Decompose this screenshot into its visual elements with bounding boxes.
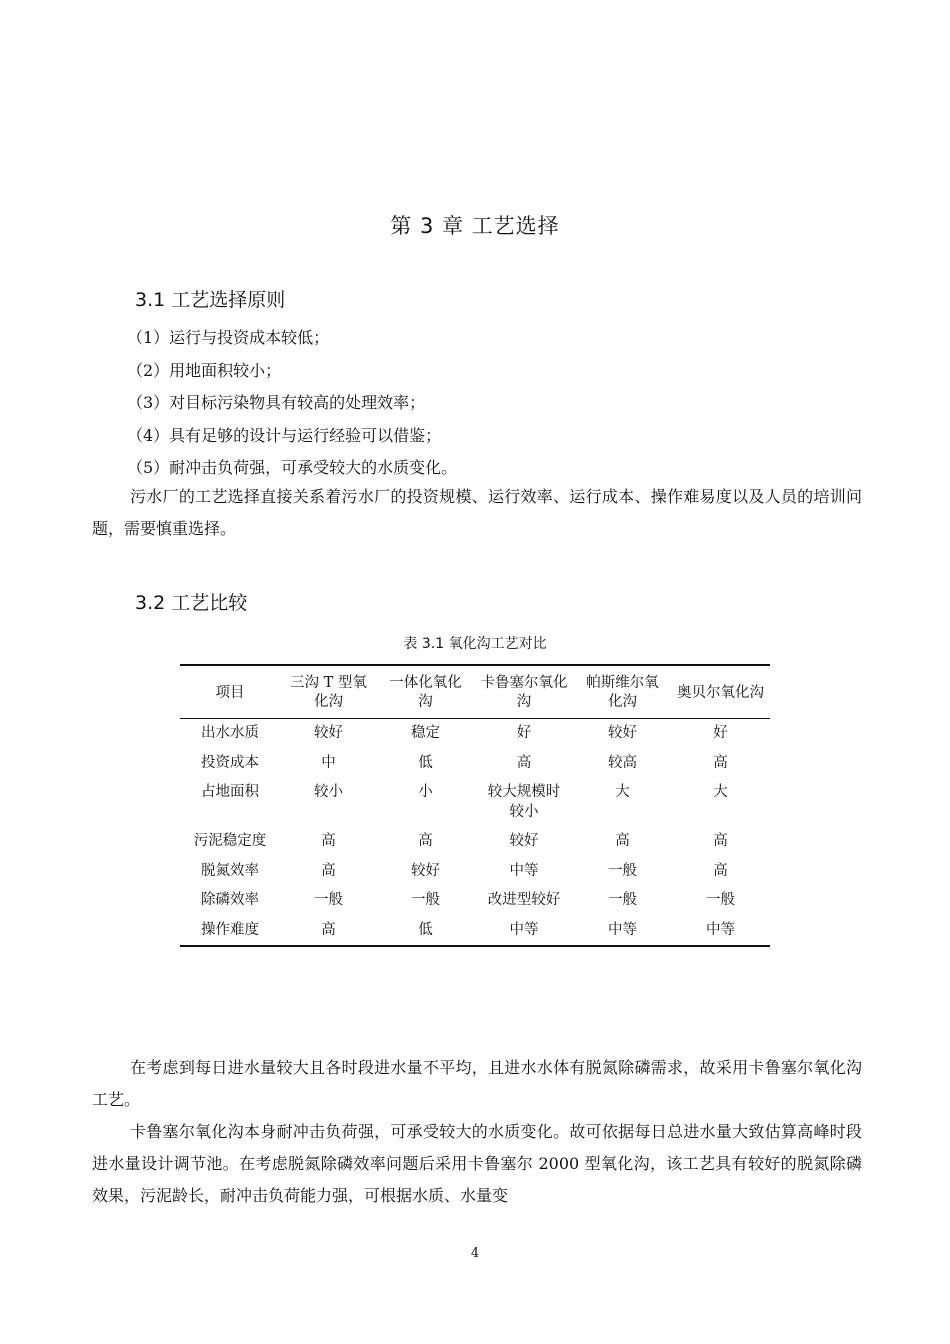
principle-item: （1）运行与投资成本较低；: [127, 328, 330, 347]
carrousel-paragraph: 卡鲁塞尔氧化沟本身耐冲击负荷强，可承受较大的水质变化。故可依据每日总进水量大致估算高峰时段进水量设计调节池。在考虑脱氮除磷效率问题后采用卡鲁塞尔 2000 型氧化沟，该工艺具有较好的脱氮除磷效果，污泥龄长，耐冲击负荷能力强，可根据水质、水量变: [92, 1122, 862, 1205]
table-cell: 一般: [608, 862, 637, 879]
table-cell: 小: [418, 784, 433, 800]
conclusion-paragraph: 在考虑到每日进水量较大且各时段进水量不平均，且进水水体有脱氮除磷需求，故采用卡鲁塞尔氧化沟工艺。: [92, 1058, 862, 1109]
table-cell: 中等: [671, 916, 770, 947]
comparison-table: [180, 664, 770, 947]
principle-item: （2）用地面积较小；: [127, 360, 282, 380]
table-row: [180, 778, 770, 827]
table-cell: 中等: [474, 916, 574, 947]
table-cell: 高: [418, 833, 433, 849]
table-caption: 表 3.1 氧化沟工艺对比: [403, 636, 547, 652]
header-cell: 奥贝尔氧化沟: [671, 665, 770, 719]
table-cell: 高: [713, 833, 728, 849]
table-cell: 大: [713, 784, 728, 800]
table-cell: 低: [377, 916, 474, 947]
table-cell: 高: [321, 862, 336, 879]
table-cell: 较高: [608, 754, 637, 771]
table-cell: 较好: [314, 725, 343, 741]
table-cell: 大: [615, 784, 630, 800]
table-row: [180, 916, 770, 947]
table-cell: 高: [713, 754, 728, 771]
principle-item: （5）耐冲击负荷强，可承受较大的水质变化。: [127, 458, 458, 477]
table-row: [180, 857, 770, 887]
principle-item: （3）对目标污染物具有较高的处理效率；: [127, 393, 426, 412]
table-cell: 较好: [608, 725, 637, 741]
table-cell: 高: [280, 916, 377, 947]
section-3-2-title: 3.2 工艺比较: [135, 592, 248, 614]
table-cell: 好: [713, 725, 728, 741]
header-cell: 一体化氧化沟: [377, 665, 474, 719]
table-row: [180, 719, 770, 749]
header-cell: 帕斯维尔氧化沟: [574, 665, 671, 719]
page-number: 4: [470, 1246, 480, 1261]
table-cell: 较好: [411, 862, 440, 879]
table-cell: 占地面积: [201, 784, 259, 800]
table-row: [180, 827, 770, 857]
table-cell: 一般: [411, 892, 440, 908]
chapter-title: 第 3 章 工艺选择: [390, 214, 560, 238]
header-cell: 三沟 T 型氧化沟: [280, 665, 377, 719]
principle-item: （4）具有足够的设计与运行经验可以借鉴；: [127, 425, 442, 445]
table-cell: 投资成本: [201, 754, 259, 771]
table-cell: 脱氮效率: [201, 862, 259, 879]
table-cell: 高: [516, 754, 532, 771]
table-cell: 高: [713, 862, 728, 879]
table-header-row: [180, 665, 770, 719]
principles-list: [127, 322, 457, 485]
section-3-1-title: 3.1 工艺选择原则: [135, 289, 286, 311]
table-cell: 较小: [314, 784, 343, 800]
table-cell: 中: [321, 754, 336, 771]
table-row: [180, 886, 770, 916]
table-cell: 高: [615, 833, 630, 849]
table-cell: 操作难度: [180, 916, 280, 947]
table-cell: 出水水质: [201, 725, 259, 741]
table-cell: 低: [418, 754, 433, 771]
table-row: [180, 749, 770, 779]
table-cell: 除磷效率: [201, 892, 259, 908]
selection-paragraph: 污水厂的工艺选择直接关系着污水厂的投资规模、运行效率、运行成本、操作难易度以及人员的培训问题，需要慎重选择。: [92, 487, 862, 538]
table-cell: 中等: [509, 862, 539, 879]
table-cell: 高: [321, 833, 336, 849]
table-cell: 好: [516, 725, 532, 741]
table-cell: 改进型较好: [487, 892, 561, 908]
table-cell: 稳定: [411, 725, 440, 741]
header-cell: 卡鲁塞尔氧化沟: [474, 665, 574, 719]
table-cell: 一般: [314, 892, 343, 908]
table-cell: 污泥稳定度: [193, 833, 267, 849]
table-cell: 较大规模时较小: [487, 784, 561, 820]
table-cell: 中等: [574, 916, 671, 947]
table-cell: 一般: [608, 892, 637, 908]
table-cell: 一般: [706, 892, 735, 908]
table-cell: 较好: [509, 833, 539, 849]
header-cell: 项目: [180, 665, 280, 719]
